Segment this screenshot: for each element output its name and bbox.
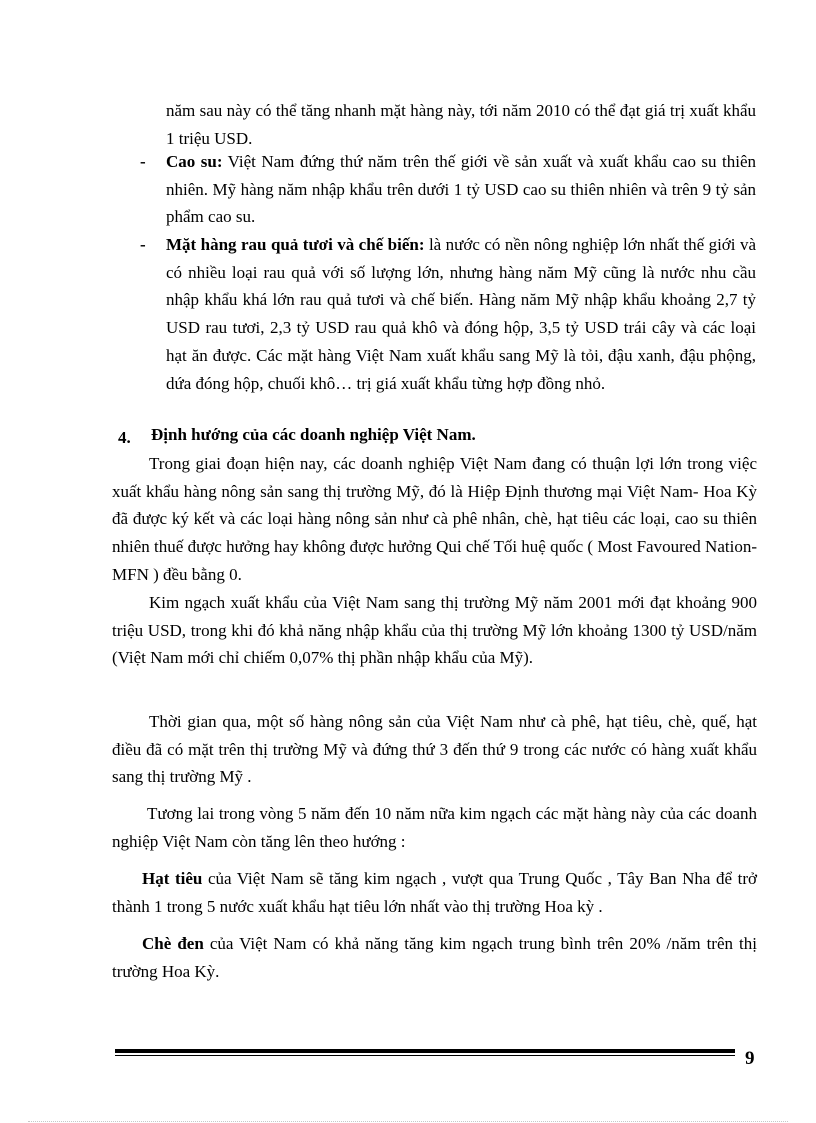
paragraph-advantages: Trong giai đoạn hiện nay, các doanh nghiệp Việt Nam đang có thuận lợi lớn trong việc xuất khẩu hàng nông sản sang thị trường Mỹ, đó là Hiệp Định thương mại Việt Nam- Hoa Kỳ đã được ký kết và các loại hàng nông sản như cà phê nhân, chè, hạt tiêu các loại, cao su thiên nhiên thuế được hưởng hay không được hưởng Qui chế Tối huệ quốc ( Most Favoured Nation- MFN ) đều bằng 0. <box>112 454 757 584</box>
footer-rule-thin <box>115 1055 735 1056</box>
paragraph-future: Tương lai trong vòng 5 năm đến 10 năm nữa kim ngạch các mặt hàng này của các doanh nghiệp Việt Nam còn tăng lên theo hướng : <box>112 804 757 851</box>
bullet-rubber-text: Việt Nam đứng thứ năm trên thế giới về sản xuất và xuất khẩu cao su thiên nhiên. Mỹ hàng năm nhập khẩu trên dưới 1 tỷ USD cao su thiên nhiên và trên 9 tỷ sản phẩm cao su. <box>166 152 756 227</box>
paragraph-black-tea <box>112 930 757 985</box>
bullet-produce-text: là nước có nền nông nghiệp lớn nhất thế giới và có nhiều loại rau quả với số lượng lớn, nhưng hàng năm Mỹ cũng là nước nhu cầu nhập khẩu khá lớn rau quả tươi và chế biến. Hàng năm Mỹ nhập khẩu khoảng 2,7 tỷ USD rau tươi, 2,3 tỷ USD rau quả khô và đóng hộp, 3,5 tỷ USD trái cây và các loại hạt ăn được. Các mặt hàng Việt Nam xuất khẩu sang Mỹ là tỏi, đậu xanh, đậu phộng, dứa đóng hộp, chuối khô… trị giá xuất khẩu từng hợp đồng nhỏ. <box>166 235 756 393</box>
paragraph-turnover: Kim ngạch xuất khẩu của Việt Nam sang thị trường Mỹ năm 2001 mới đạt khoảng 900 triệu USD, trong khi đó khả năng nhập khẩu của thị trường Mỹ lớn khoảng 1300 tỷ USD/năm (Việt Nam mới chỉ chiếm 0,07% thị phần nhập khẩu của Mỹ). <box>112 593 757 668</box>
paragraph-past-period: Thời gian qua, một số hàng nông sản của Việt Nam như cà phê, hạt tiêu, chè, quế, hạt điều đã có mặt trên thị trường Mỹ và đứng thứ 3 đến thứ 9 trong các nước có hàng xuất khẩu sang thị trường Mỹ . <box>112 712 757 787</box>
section-heading: Định hướng của các doanh nghiệp Việt Nam. <box>151 425 476 444</box>
black-tea-text: của Việt Nam có khả năng tăng kim ngạch trung bình trên 20% /năm trên thị trường Hoa Kỳ. <box>112 934 757 981</box>
footer-rule-thick <box>115 1049 735 1053</box>
bullet-rubber <box>166 148 756 231</box>
bullet-produce <box>166 231 756 397</box>
bullet-dash-produce: - <box>140 235 146 254</box>
pepper-title: Hạt tiêu <box>142 869 203 888</box>
pepper-text: của Việt Nam sẽ tăng kim ngạch , vượt qua Trung Quốc , Tây Ban Nha để trở thành 1 trong 5 nước xuất khẩu hạt tiêu lớn nhất vào thị trường Hoa kỳ . <box>112 869 757 916</box>
page-border-dotted <box>28 1121 788 1122</box>
intro-continuation: năm sau này có thể tăng nhanh mặt hàng này, tới năm 2010 có thể đạt giá trị xuất khẩu 1 triệu USD. <box>166 101 756 148</box>
bullet-dash-rubber: - <box>140 152 146 171</box>
paragraph-pepper <box>112 865 757 920</box>
page-number: 9 <box>745 1048 755 1069</box>
black-tea-title: Chè đen <box>142 934 204 953</box>
section-number: 4. <box>118 428 131 447</box>
bullet-produce-title: Mặt hàng rau quả tươi và chế biến: <box>166 235 425 254</box>
bullet-rubber-title: Cao su: <box>166 152 223 171</box>
